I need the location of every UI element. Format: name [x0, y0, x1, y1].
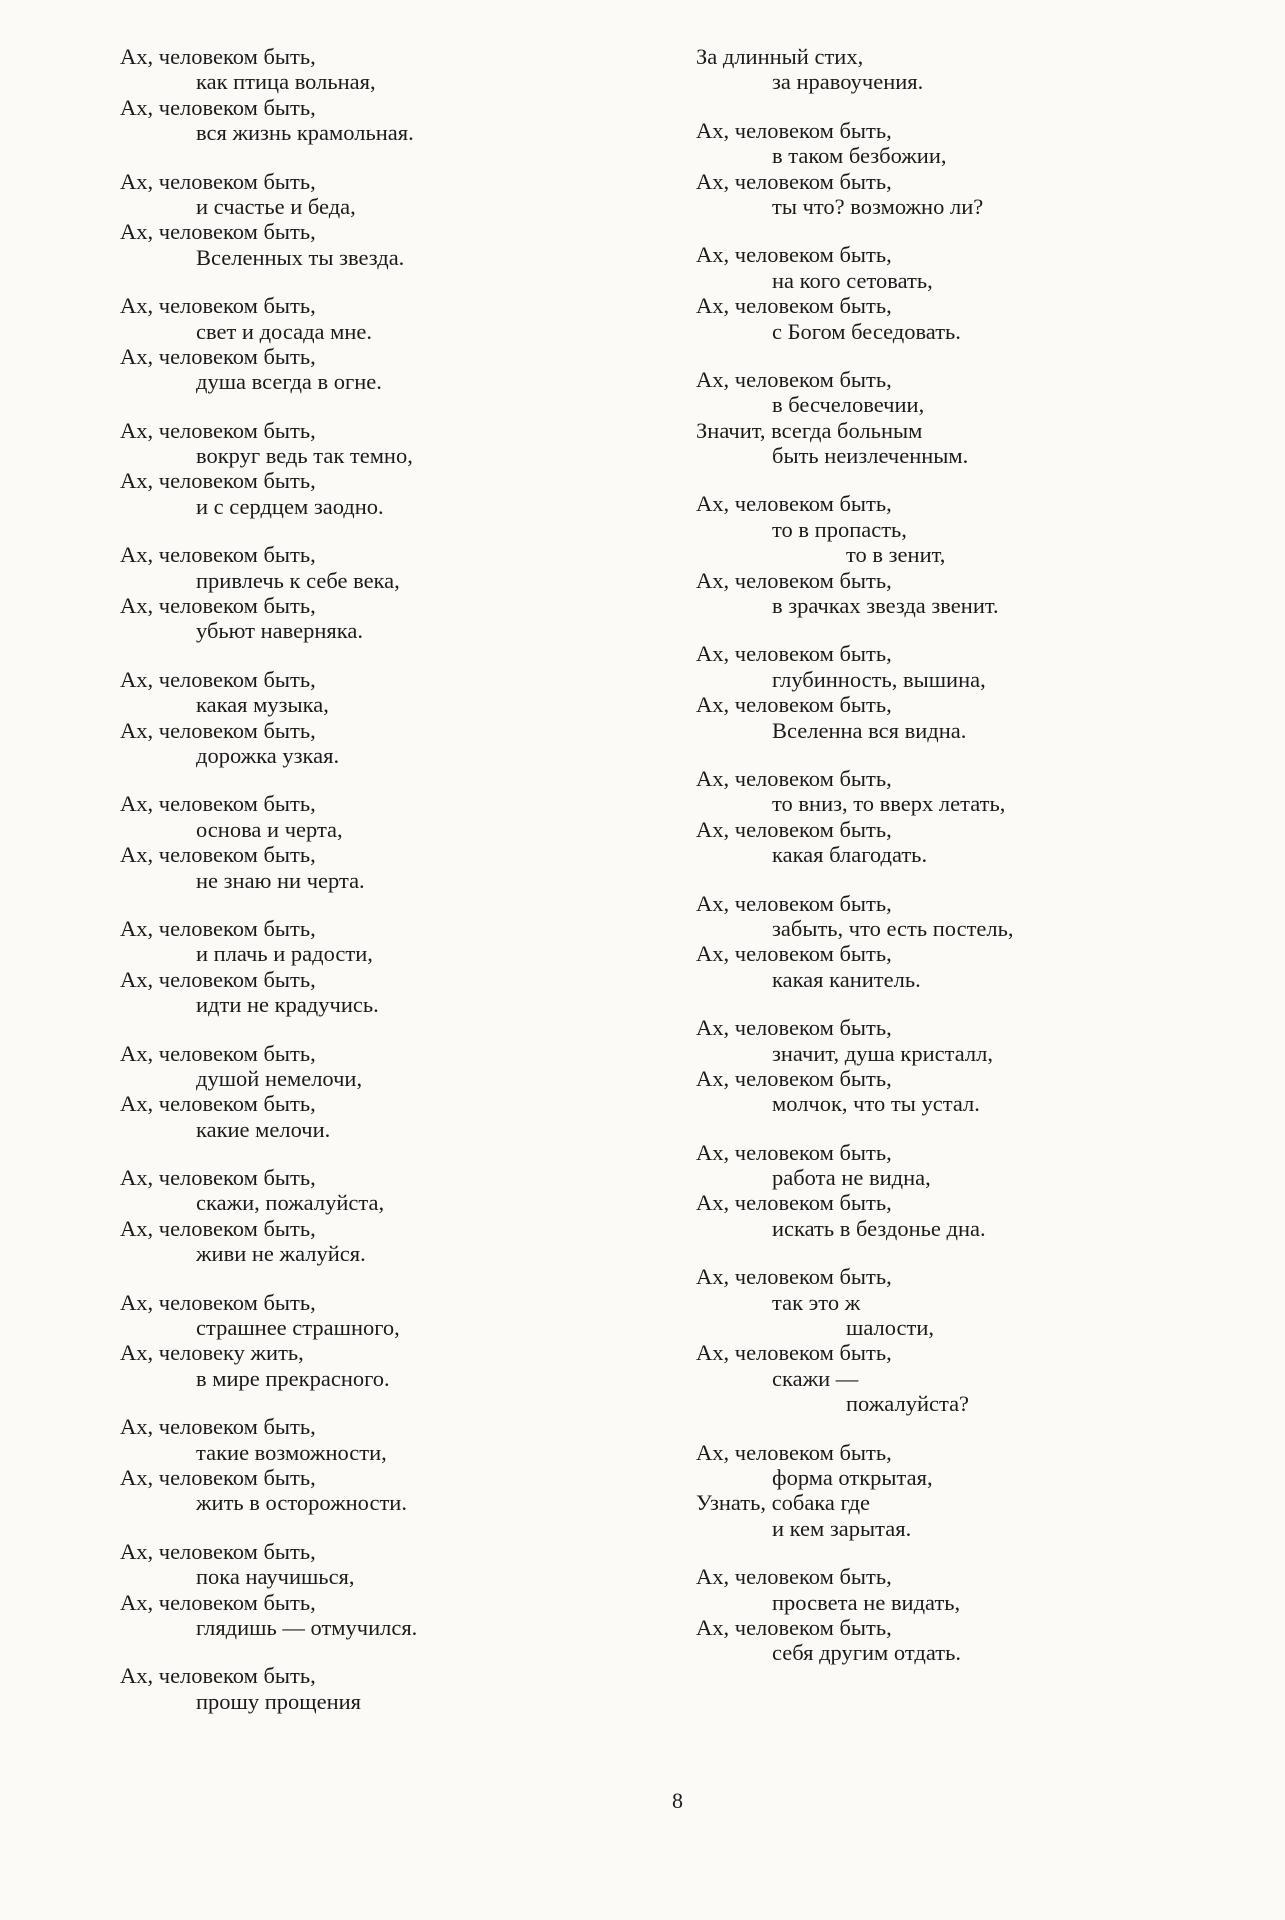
stanza: [120, 1290, 680, 1392]
stanza: [120, 169, 680, 271]
poem-line: дорожка узкая.: [196, 742, 340, 768]
poem-line: Ах, человеком быть,: [120, 842, 316, 868]
poem-line: Ах, человеком быть,: [696, 366, 892, 392]
poem-line: и кем зарытая.: [772, 1515, 912, 1541]
poem-line: свет и досада мне.: [196, 318, 373, 344]
stanza: [696, 641, 1256, 743]
stanza: [120, 293, 680, 395]
poem-line: вокруг ведь так темно,: [196, 443, 413, 469]
stanza: [120, 44, 680, 146]
stanza: [696, 44, 1256, 95]
poem-line: Ах, человеком быть,: [696, 816, 892, 842]
poem-line: то в зенит,: [846, 542, 946, 568]
poem-line: за нравоучения.: [772, 69, 924, 95]
poem-line: молчок, что ты устал.: [772, 1091, 980, 1117]
poem-line: Ах, человеком быть,: [120, 1464, 316, 1490]
poem-line: скажи, пожалуйста,: [196, 1190, 385, 1216]
poem-line: и плачь и радости,: [196, 941, 373, 967]
poem-line: Ах, человеком быть,: [120, 966, 316, 992]
poem-line: Ах, человеком быть,: [120, 293, 316, 319]
poem-line: Ах, человеком быть,: [696, 1139, 892, 1165]
stanza: [696, 1015, 1256, 1117]
poem-line: Ах, человеком быть,: [120, 542, 316, 568]
stanza: [120, 916, 680, 1018]
poem-line: Ах, человеком быть,: [696, 1439, 892, 1465]
poem-line: живи не жалуйся.: [196, 1241, 366, 1267]
poem-line: Ах, человеком быть,: [696, 1564, 892, 1590]
poem-line: убьют наверняка.: [196, 618, 363, 644]
page-number: 8: [672, 1788, 683, 1813]
poem-line: Ах, человеком быть,: [696, 941, 892, 967]
poem-line: и с сердцем заодно.: [196, 493, 384, 519]
stanza: [696, 1440, 1256, 1542]
poem-line: Ах, человеком быть,: [120, 1040, 316, 1066]
poem-line: прошу прощения: [196, 1688, 362, 1714]
poem-line: форма открытая,: [772, 1464, 933, 1490]
stanza: [120, 1041, 680, 1143]
poem-line: Ах, человеком быть,: [696, 1340, 892, 1366]
poem-line: Ах, человеком быть,: [696, 890, 892, 916]
poem-line: Ах, человеком быть,: [696, 1065, 892, 1091]
poem-line: Ах, человеком быть,: [696, 242, 892, 268]
poem-line: быть неизлеченным.: [772, 443, 969, 469]
poem-line: Ах, человеком быть,: [120, 468, 316, 494]
stanza: [120, 542, 680, 644]
poem-line: Ах, человеком быть,: [696, 168, 892, 194]
poem-line: Ах, человеком быть,: [120, 791, 316, 817]
poem-line: какая благодать.: [772, 842, 928, 868]
poem-line: шалости,: [846, 1315, 935, 1341]
poem-line: Ах, человеком быть,: [120, 168, 316, 194]
poem-line: глядишь — отмучился.: [196, 1614, 418, 1640]
poem-line: Ах, человеком быть,: [120, 44, 316, 69]
poem-line: За длинный стих,: [696, 44, 864, 69]
poem-line: Ах, человеком быть,: [120, 94, 316, 120]
poem-line: Ах, человеком быть,: [120, 343, 316, 369]
stanza: [696, 242, 1256, 344]
poem-line: Ах, человеком быть,: [120, 219, 316, 245]
poem-line: Ах, человеком быть,: [120, 1289, 316, 1315]
poem-line: то в пропасть,: [772, 516, 907, 542]
poem-line: идти не крадучись.: [196, 992, 379, 1018]
poem-line: Ах, человеком быть,: [120, 915, 316, 941]
stanza: [120, 667, 680, 769]
poem-line: с Богом беседовать.: [772, 318, 961, 344]
stanza: [696, 766, 1256, 868]
stanza: [696, 491, 1256, 618]
poem-line: страшнее страшного,: [196, 1315, 400, 1341]
poem-line: жить в осторожности.: [196, 1490, 407, 1516]
poem-line: Значит, всегда больным: [696, 417, 923, 443]
right-column: [696, 44, 1256, 1689]
poem-line: какая канитель.: [772, 966, 921, 992]
poem-line: ты что? возможно ли?: [772, 193, 984, 219]
poem-line: скажи —: [772, 1365, 859, 1391]
poem-line: в таком безбожии,: [772, 143, 947, 169]
poem-line: в зрачках звезда звенит.: [772, 593, 999, 619]
poem-line: какая музыка,: [196, 692, 329, 718]
stanza: [120, 1165, 680, 1267]
poem-line: Вселенных ты звезда.: [196, 244, 405, 270]
stanza: [696, 118, 1256, 220]
poem-line: вся жизнь крамольная.: [196, 120, 414, 146]
left-column: [120, 44, 680, 1737]
poem-line: в мире прекрасного.: [196, 1365, 390, 1391]
poem-line: на кого сетовать,: [772, 267, 933, 293]
poem-line: и счастье и беда,: [196, 193, 356, 219]
poem-line: Ах, человеком быть,: [120, 1165, 316, 1191]
poem-line: Ах, человеком быть,: [120, 666, 316, 692]
poem-line: Ах, человеком быть,: [696, 692, 892, 718]
poem-line: Ах, человеку жить,: [120, 1340, 304, 1366]
stanza: [696, 367, 1256, 469]
poem-line: какие мелочи.: [196, 1116, 331, 1142]
poem-line: себя другим отдать.: [772, 1640, 961, 1666]
stanza: [120, 418, 680, 520]
poem-line: Ах, человеком быть,: [120, 1663, 316, 1689]
poem-line: не знаю ни черта.: [196, 867, 365, 893]
poem-line: то вниз, то вверх летать,: [772, 791, 1006, 817]
poem-line: Ах, человеком быть,: [696, 117, 892, 143]
poem-line: Ах, человеком быть,: [120, 1589, 316, 1615]
stanza: [696, 1564, 1256, 1666]
poem-line: привлечь к себе века,: [196, 567, 400, 593]
poem-line: забыть, что есть постель,: [772, 915, 1014, 941]
poem-line: так это ж: [772, 1289, 861, 1315]
poem-line: Ах, человеком быть,: [696, 1190, 892, 1216]
poem-line: Ах, человеком быть,: [696, 641, 892, 667]
poem-line: Ах, человеком быть,: [120, 1091, 316, 1117]
stanza: [696, 891, 1256, 993]
stanza: [696, 1264, 1256, 1416]
poem-line: Ах, человеком быть,: [696, 1015, 892, 1041]
stanza: [120, 791, 680, 893]
poem-line: Вселенна вся видна.: [772, 717, 967, 743]
poem-line: значит, душа кристалл,: [772, 1040, 993, 1066]
poem-line: Ах, человеком быть,: [120, 717, 316, 743]
poem-line: как птица вольная,: [196, 69, 376, 95]
poem-line: Ах, человеком быть,: [696, 1264, 892, 1290]
poem-line: основа и черта,: [196, 816, 343, 842]
poem-line: искать в бездонье дна.: [772, 1215, 986, 1241]
poem-line: Ах, человеком быть,: [696, 1614, 892, 1640]
stanza: [120, 1539, 680, 1641]
stanza: [120, 1663, 680, 1714]
poem-line: пока научишься,: [196, 1564, 355, 1590]
poem-line: Ах, человеком быть,: [696, 491, 892, 517]
poem-line: в бесчеловечии,: [772, 392, 925, 418]
poem-line: глубинность, вышина,: [772, 666, 986, 692]
poem-line: Ах, человеком быть,: [696, 765, 892, 791]
stanza: [120, 1414, 680, 1516]
poem-line: пожалуйста?: [846, 1391, 970, 1417]
poem-line: Узнать, собака где: [696, 1490, 871, 1516]
poem-line: Ах, человеком быть,: [120, 1538, 316, 1564]
stanza: [696, 1140, 1256, 1242]
poem-line: Ах, человеком быть,: [120, 593, 316, 619]
poem-line: Ах, человеком быть,: [696, 293, 892, 319]
poem-line: такие возможности,: [196, 1439, 387, 1465]
poem-line: душой немелочи,: [196, 1065, 363, 1091]
poem-line: Ах, человеком быть,: [696, 567, 892, 593]
poem-line: работа не видна,: [772, 1165, 931, 1191]
poem-line: душа всегда в огне.: [196, 369, 382, 395]
poem-line: просвета не видать,: [772, 1589, 961, 1615]
poem-line: Ах, человеком быть,: [120, 417, 316, 443]
poem-line: Ах, человеком быть,: [120, 1215, 316, 1241]
poem-line: Ах, человеком быть,: [120, 1414, 316, 1440]
